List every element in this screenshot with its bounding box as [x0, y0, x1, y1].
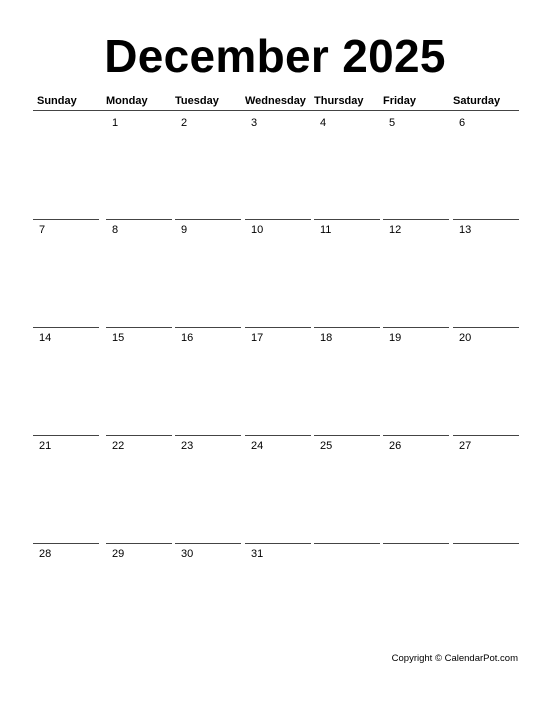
- day-number: 31: [251, 548, 264, 560]
- day-cell-1: [106, 112, 172, 220]
- day-cell-divider: [314, 219, 380, 220]
- day-number: 13: [459, 224, 472, 236]
- day-cell-4: [314, 112, 380, 220]
- empty-day-cell: [314, 543, 380, 651]
- day-cell-divider: [175, 543, 241, 544]
- day-cell-11: [314, 219, 380, 327]
- day-cell-divider: [175, 219, 241, 220]
- day-number: 30: [181, 548, 194, 560]
- day-cell-divider: [245, 327, 311, 328]
- weekday-label-wednesday: Wednesday: [245, 95, 306, 107]
- day-cell-29: [106, 543, 172, 651]
- day-number: 25: [320, 440, 333, 452]
- day-number: 5: [389, 117, 396, 129]
- day-cell-divider: [453, 327, 519, 328]
- weekday-label-tuesday: Tuesday: [175, 95, 219, 107]
- day-number: 27: [459, 440, 472, 452]
- day-cell-divider: [106, 543, 172, 544]
- day-cell-21: [33, 435, 99, 543]
- day-cell-divider: [33, 543, 99, 544]
- calendar-title: December 2025: [104, 30, 446, 82]
- day-cell-divider: [453, 435, 519, 436]
- day-cell-26: [383, 435, 449, 543]
- day-cell-18: [314, 327, 380, 435]
- day-number: 23: [181, 440, 194, 452]
- day-number: 4: [320, 117, 327, 129]
- day-number: 15: [112, 332, 125, 344]
- day-cell-divider: [106, 435, 172, 436]
- day-cell-15: [106, 327, 172, 435]
- day-cell-6: [453, 112, 519, 220]
- day-number: 8: [112, 224, 119, 236]
- day-number: 3: [251, 117, 258, 129]
- day-number: 19: [389, 332, 402, 344]
- day-cell-23: [175, 435, 241, 543]
- day-cell-divider: [33, 327, 99, 328]
- day-cell-12: [383, 219, 449, 327]
- day-number: 14: [39, 332, 52, 344]
- day-cell-divider: [314, 543, 380, 544]
- day-cell-divider: [245, 435, 311, 436]
- day-cell-divider: [33, 435, 99, 436]
- day-number: 11: [320, 224, 332, 236]
- day-number: 17: [251, 332, 264, 344]
- day-cell-divider: [33, 219, 99, 220]
- day-number: 10: [251, 224, 264, 236]
- empty-day-cell: [383, 543, 449, 651]
- day-number: 7: [39, 224, 46, 236]
- day-cell-divider: [453, 543, 519, 544]
- day-cell-divider: [453, 219, 519, 220]
- day-cell-27: [453, 435, 519, 543]
- day-cell-30: [175, 543, 241, 651]
- day-cell-divider: [314, 327, 380, 328]
- day-cell-divider: [383, 327, 449, 328]
- day-cell-22: [106, 435, 172, 543]
- day-cell-16: [175, 327, 241, 435]
- day-cell-divider: [383, 219, 449, 220]
- weekday-label-monday: Monday: [106, 95, 148, 107]
- day-number: 22: [112, 440, 125, 452]
- weekday-label-friday: Friday: [383, 95, 417, 107]
- weekday-label-thursday: Thursday: [314, 95, 364, 107]
- day-number: 20: [459, 332, 472, 344]
- day-cell-9: [175, 219, 241, 327]
- weekday-label-sunday: Sunday: [37, 95, 77, 107]
- day-number: 26: [389, 440, 402, 452]
- empty-day-cell: [453, 543, 519, 651]
- weekday-label-saturday: Saturday: [453, 95, 501, 107]
- day-number: 12: [389, 224, 402, 236]
- day-cell-28: [33, 543, 99, 651]
- day-cell-2: [175, 112, 241, 220]
- day-cell-divider: [175, 435, 241, 436]
- day-number: 16: [181, 332, 194, 344]
- day-cell-17: [245, 327, 311, 435]
- day-cell-divider: [383, 543, 449, 544]
- day-cell-5: [383, 112, 449, 220]
- day-cell-14: [33, 327, 99, 435]
- day-cell-divider: [106, 219, 172, 220]
- day-number: 2: [181, 117, 188, 129]
- day-number: 21: [39, 440, 52, 452]
- day-cell-8: [106, 219, 172, 327]
- day-number: 9: [181, 224, 188, 236]
- day-cell-divider: [314, 435, 380, 436]
- day-number: 1: [112, 117, 119, 129]
- day-cell-divider: [245, 219, 311, 220]
- header-divider: [33, 110, 519, 111]
- day-number: 24: [251, 440, 264, 452]
- day-cell-19: [383, 327, 449, 435]
- empty-day-cell: [33, 112, 99, 220]
- day-cell-divider: [106, 327, 172, 328]
- day-cell-3: [245, 112, 311, 220]
- day-cell-25: [314, 435, 380, 543]
- day-cell-7: [33, 219, 99, 327]
- day-cell-24: [245, 435, 311, 543]
- day-cell-13: [453, 219, 519, 327]
- day-number: 6: [459, 117, 466, 129]
- day-cell-31: [245, 543, 311, 651]
- day-number: 18: [320, 332, 333, 344]
- day-number: 29: [112, 548, 125, 560]
- day-cell-divider: [245, 543, 311, 544]
- day-cell-10: [245, 219, 311, 327]
- day-cell-divider: [383, 435, 449, 436]
- day-cell-divider: [175, 327, 241, 328]
- copyright-text: Copyright © CalendarPot.com: [391, 653, 518, 664]
- day-number: 28: [39, 548, 52, 560]
- day-cell-20: [453, 327, 519, 435]
